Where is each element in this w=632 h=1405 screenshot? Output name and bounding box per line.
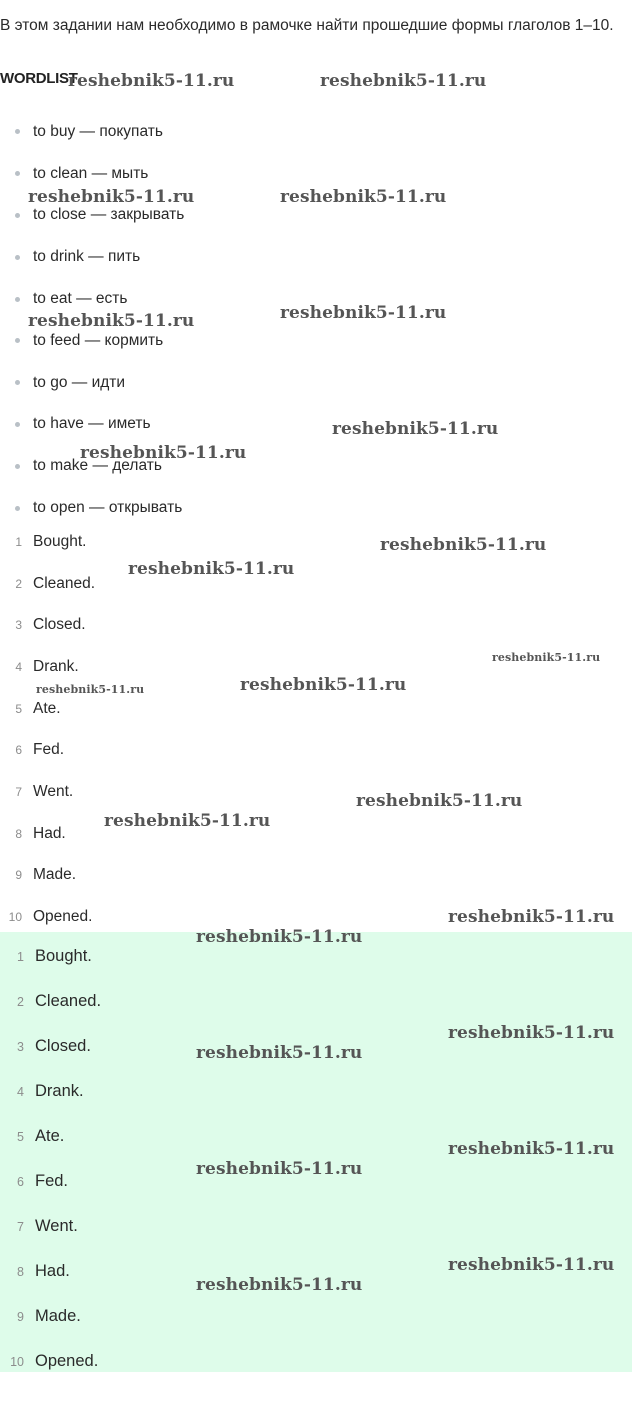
answer-item (0, 813, 95, 855)
answer-list (0, 521, 95, 938)
final-answer-text: Drank. (35, 1082, 84, 1100)
answer-item (0, 771, 95, 813)
final-answer-number: 5 (17, 1129, 24, 1144)
final-answer-number: 7 (17, 1219, 24, 1234)
wordlist-item-text: to have — иметь (33, 415, 151, 433)
final-answer-text: Made. (35, 1307, 81, 1325)
wordlist-item (0, 111, 184, 153)
final-answer-item (0, 979, 632, 1024)
answer-item (0, 729, 95, 771)
final-answer-number: 1 (17, 949, 24, 964)
answer-number: 7 (15, 784, 22, 799)
answer-text: Opened. (33, 908, 93, 926)
final-answer-item (0, 1294, 632, 1339)
answer-text: Closed. (33, 616, 86, 634)
final-answer-item (0, 1069, 632, 1114)
watermark: reshebnik5-11.ru (28, 311, 195, 331)
answer-number: 4 (15, 659, 22, 674)
answer-item (0, 521, 95, 563)
wordlist-item (0, 404, 184, 446)
wordlist-item-text: to drink — пить (33, 248, 141, 266)
answer-text: Bought. (33, 532, 87, 550)
answer-number: 3 (15, 618, 22, 633)
answer-text: Cleaned. (33, 574, 96, 592)
answer-number: 2 (15, 576, 22, 591)
bullet-icon (15, 506, 20, 511)
watermark: reshebnik5-11.ru (196, 1043, 363, 1063)
answer-item (0, 855, 95, 897)
wordlist-item (0, 236, 184, 278)
answer-text: Fed. (33, 741, 65, 759)
watermark: reshebnik5-11.ru (196, 927, 363, 947)
answer-text: Drank. (33, 657, 79, 675)
watermark: reshebnik5-11.ru (492, 651, 601, 664)
watermark: reshebnik5-11.ru (356, 791, 523, 811)
watermark: reshebnik5-11.ru (196, 1275, 363, 1295)
final-answer-text: Fed. (35, 1172, 69, 1190)
watermark: reshebnik5-11.ru (104, 811, 271, 831)
final-answer-number: 6 (17, 1174, 24, 1189)
wordlist-item-text: to clean — мыть (33, 164, 149, 182)
final-answer-text: Went. (35, 1217, 78, 1235)
watermark: reshebnik5-11.ru (196, 1159, 363, 1179)
watermark: reshebnik5-11.ru (448, 1139, 615, 1159)
final-answer-number: 8 (17, 1264, 24, 1279)
wordlist-item-text: to go — идти (33, 373, 126, 391)
answer-text: Ate. (33, 699, 61, 717)
final-answer-item (0, 1339, 632, 1384)
final-answer-number: 9 (17, 1309, 24, 1324)
final-answer-item (0, 1204, 632, 1249)
watermark: reshebnik5-11.ru (80, 443, 247, 463)
answer-number: 8 (15, 826, 22, 841)
watermark: reshebnik5-11.ru (448, 1023, 615, 1043)
watermark: reshebnik5-11.ru (448, 907, 615, 927)
bullet-icon (15, 380, 20, 385)
answer-number: 6 (15, 743, 22, 758)
bullet-icon (15, 171, 20, 176)
final-answer-number: 10 (10, 1354, 24, 1369)
watermark: reshebnik5-11.ru (36, 683, 145, 696)
watermark: reshebnik5-11.ru (380, 535, 547, 555)
answer-text: Had. (33, 824, 66, 842)
final-answer-text: Bought. (35, 947, 92, 965)
final-answer-number: 3 (17, 1039, 24, 1054)
watermark: reshebnik5-11.ru (240, 675, 407, 695)
answer-text: Made. (33, 866, 77, 884)
watermark: reshebnik5-11.ru (68, 71, 235, 91)
answer-text: Went. (33, 782, 74, 800)
wordlist-title: WORDLIST (0, 70, 78, 87)
watermark: reshebnik5-11.ru (280, 187, 447, 207)
answer-number: 9 (15, 868, 22, 883)
wordlist-item-text: to feed — кормить (33, 331, 164, 349)
bullet-icon (15, 422, 20, 427)
final-answer-text: Closed. (35, 1037, 91, 1055)
wordlist-item-text: to close — закрывать (33, 206, 185, 224)
bullet-icon (15, 297, 20, 302)
wordlist-item-text: to buy — покупать (33, 122, 163, 140)
bullet-icon (15, 213, 20, 218)
watermark: reshebnik5-11.ru (332, 419, 499, 439)
final-answer-number: 4 (17, 1084, 24, 1099)
bullet-icon (15, 129, 20, 134)
wordlist-item-text: to make — делать (33, 457, 162, 475)
final-answer-text: Cleaned. (35, 992, 102, 1010)
final-answer-text: Had. (35, 1262, 70, 1280)
watermark: reshebnik5-11.ru (320, 71, 487, 91)
wordlist-item-text: to eat — есть (33, 290, 128, 308)
answer-number: 1 (15, 534, 22, 549)
bullet-icon (15, 255, 20, 260)
answer-number: 10 (8, 910, 22, 925)
watermark: reshebnik5-11.ru (28, 187, 195, 207)
bullet-icon (15, 464, 20, 469)
intro-text: В этом задании нам необходимо в рамочке найти прошедшие формы глаголов 1–10. (0, 17, 614, 34)
answer-number: 5 (15, 701, 22, 716)
watermark: reshebnik5-11.ru (448, 1255, 615, 1275)
watermark: reshebnik5-11.ru (280, 303, 447, 323)
bullet-icon (15, 338, 20, 343)
answer-item (0, 646, 95, 688)
answer-item (0, 563, 95, 605)
final-answer-text: Ate. (35, 1127, 65, 1145)
wordlist-item (0, 362, 184, 404)
wordlist-item-text: to open — открывать (33, 499, 183, 517)
watermark: reshebnik5-11.ru (128, 559, 295, 579)
final-answer-number: 2 (17, 994, 24, 1009)
answer-item (0, 604, 95, 646)
final-answer-text: Opened. (35, 1352, 99, 1370)
